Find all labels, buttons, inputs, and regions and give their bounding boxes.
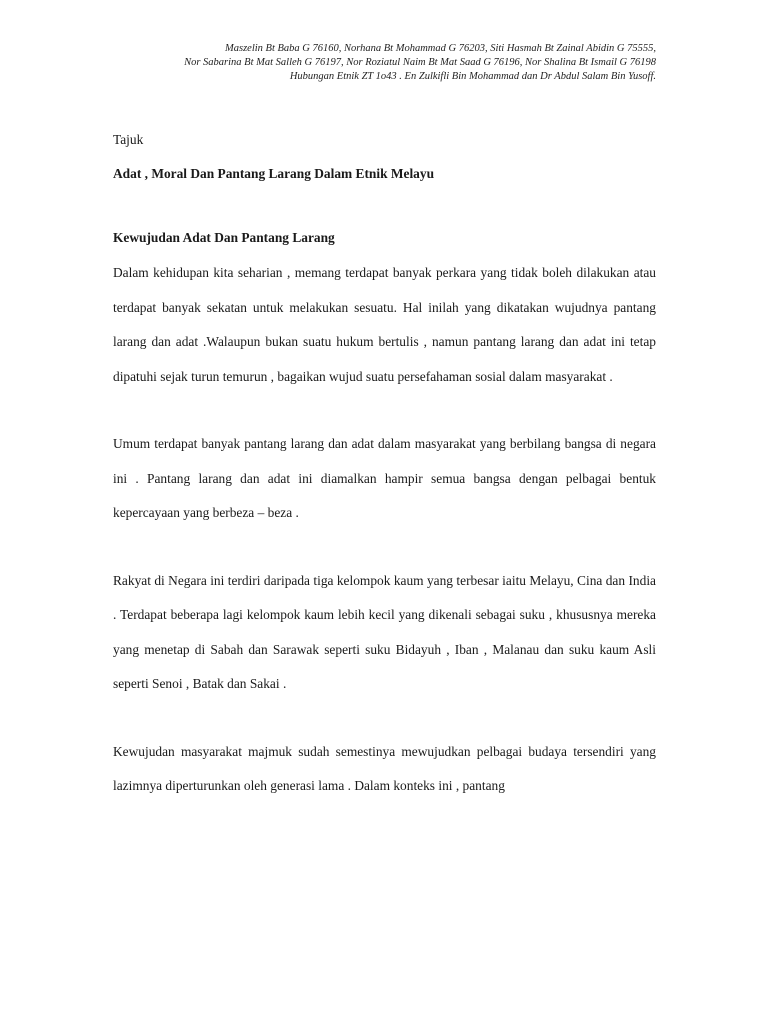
header-course-line: Hubungan Etnik ZT 1o43 . En Zulkifli Bin Mohammad dan Dr Abdul Salam Bin Yusoff. bbox=[289, 71, 656, 82]
document-body bbox=[113, 130, 656, 804]
paragraph-1: Dalam kehidupan kita seharian , memang terdapat banyak perkara yang tidak boleh dilakukan atau terdapat banyak sekatan untuk melakukan sesuatu. Hal inilah yang dikatakan wujudnya pantang larang dan adat .Walaupun bukan suatu hukum bertulis , namun pantang larang dan adat ini tetap dipatuhi sejak turun temurun , bagaikan wujud suatu persefahaman sosial dalam masyarakat . bbox=[113, 265, 656, 384]
document-title: Adat , Moral Dan Pantang Larang Dalam Etnik Melayu bbox=[113, 166, 435, 181]
tajuk-label: Tajuk bbox=[113, 132, 144, 147]
paragraph-4: Kewujudan masyarakat majmuk sudah semestinya mewujudkan pelbagai budaya tersendiri yang lazimnya diperturunkan oleh generasi lama . Dalam konteks ini , pantang bbox=[113, 743, 656, 793]
header-authors-line-2: Nor Sabarina Bt Mat Salleh G 76197, Nor Roziatul Naim Bt Mat Saad G 76196, Nor Shalina Bt Ismail G 76198 bbox=[184, 57, 656, 68]
paragraph-3: Rakyat di Negara ini terdiri daripada tiga kelompok kaum yang terbesar iaitu Melayu, Cina dan India . Terdapat beberapa lagi kelompok kaum lebih kecil yang dikenali sebagai suku , khususnya mereka yang menetap di Sabah dan Sarawak seperti suku Bidayuh , Iban , Malanau dan suku kaum Asli seperti Senoi , Batak dan Sakai . bbox=[113, 572, 656, 691]
section-heading: Kewujudan Adat Dan Pantang Larang bbox=[113, 230, 335, 245]
page-header bbox=[96, 42, 656, 84]
header-authors-line-1: Maszelin Bt Baba G 76160, Norhana Bt Mohammad G 76203, Siti Hasmah Bt Zainal Abidin G 75555, bbox=[225, 43, 656, 54]
paragraph-2: Umum terdapat banyak pantang larang dan adat dalam masyarakat yang berbilang bangsa di negara ini . Pantang larang dan adat ini diamalkan hampir semua bangsa dengan pelbagai bentuk kepercayaan yang berbeza – beza . bbox=[113, 436, 656, 520]
